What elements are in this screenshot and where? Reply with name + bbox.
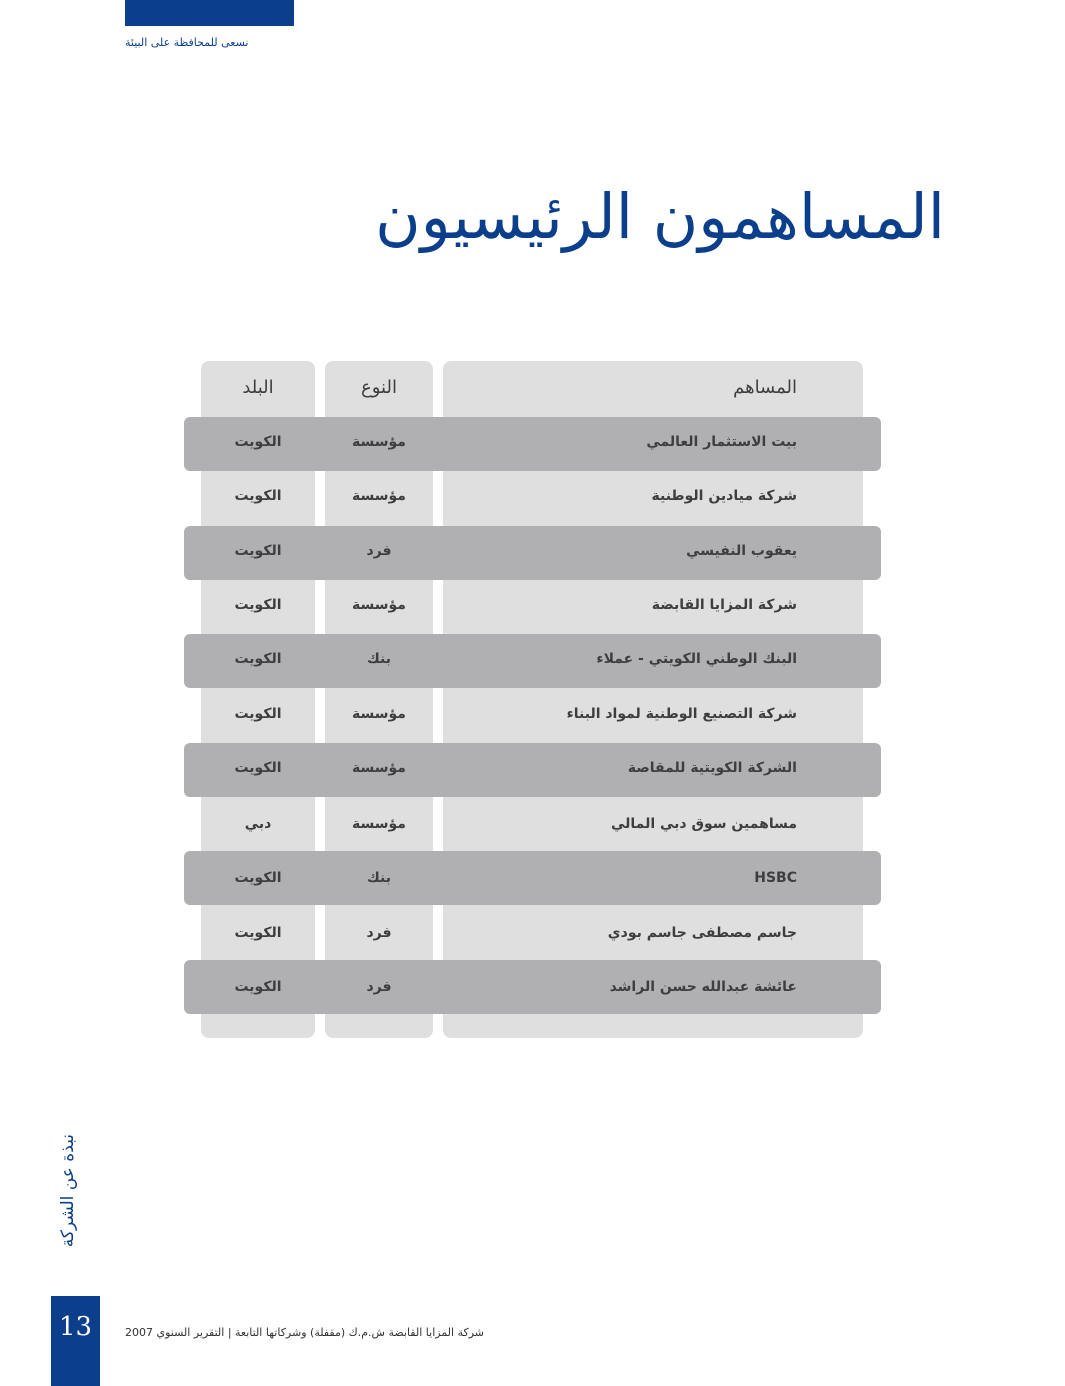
shareholder-type: فرد (366, 925, 392, 941)
shareholder-name: شركة التصنيع الوطنية لمواد البناء (566, 706, 797, 722)
shareholder-country: الكويت (234, 597, 282, 613)
shareholder-country: الكويت (234, 925, 282, 941)
shareholder-type: بنك (366, 870, 391, 886)
shareholder-name: البنك الوطني الكويتي - عملاء (596, 651, 797, 667)
page-title: المساهمون الرئيسيون (375, 180, 945, 253)
shareholder-country: الكويت (234, 651, 282, 667)
shareholder-name: شركة المزايا القابضة (651, 597, 797, 613)
shareholder-name: عائشة عبدالله حسن الراشد (609, 979, 797, 995)
header-accent-bar (125, 0, 294, 26)
shareholder-name: HSBC (754, 870, 797, 886)
shareholder-type: مؤسسة (352, 816, 406, 832)
column-header-shareholder: المساهم (733, 377, 797, 398)
shareholder-type: مؤسسة (352, 760, 406, 776)
shareholder-name: يعقوب النفيسي (686, 543, 797, 559)
shareholder-type: بنك (366, 651, 391, 667)
shareholder-type: فرد (366, 979, 392, 995)
shareholder-type: مؤسسة (352, 706, 406, 722)
shareholder-type: فرد (366, 543, 392, 559)
shareholder-name: بيت الاستثمار العالمي (646, 434, 797, 450)
shareholder-country: الكويت (234, 870, 282, 886)
shareholder-country: الكويت (234, 543, 282, 559)
shareholder-country: الكويت (234, 760, 282, 776)
shareholder-type: مؤسسة (352, 488, 406, 504)
page-number-box (51, 1296, 100, 1386)
page-number: 13 (58, 1312, 93, 1342)
shareholder-country: الكويت (234, 979, 282, 995)
section-label-vertical: نبذة عن الشركة (58, 1134, 78, 1248)
shareholder-name: مساهمين سوق دبي المالي (611, 816, 797, 832)
column-header-country: البلد (242, 377, 274, 398)
shareholder-type: مؤسسة (352, 597, 406, 613)
shareholder-country: الكويت (234, 488, 282, 504)
shareholder-name: الشركة الكويتية للمقاصة (627, 760, 797, 776)
shareholder-country: الكويت (234, 706, 282, 722)
shareholder-name: جاسم مصطفى جاسم بودي (607, 925, 797, 941)
header-tagline: نسعى للمحافظة على البيئة (125, 36, 249, 49)
shareholder-country: دبي (244, 816, 272, 832)
shareholder-type: مؤسسة (352, 434, 406, 450)
footer-text: شركة المزايا القابضة ش.م.ك (مقفلة) وشركاتها التابعة | التقرير السنوي 2007 (125, 1326, 484, 1339)
shareholder-country: الكويت (234, 434, 282, 450)
column-header-type: النوع (361, 377, 397, 398)
shareholder-name: شركة ميادين الوطنية (651, 488, 797, 504)
